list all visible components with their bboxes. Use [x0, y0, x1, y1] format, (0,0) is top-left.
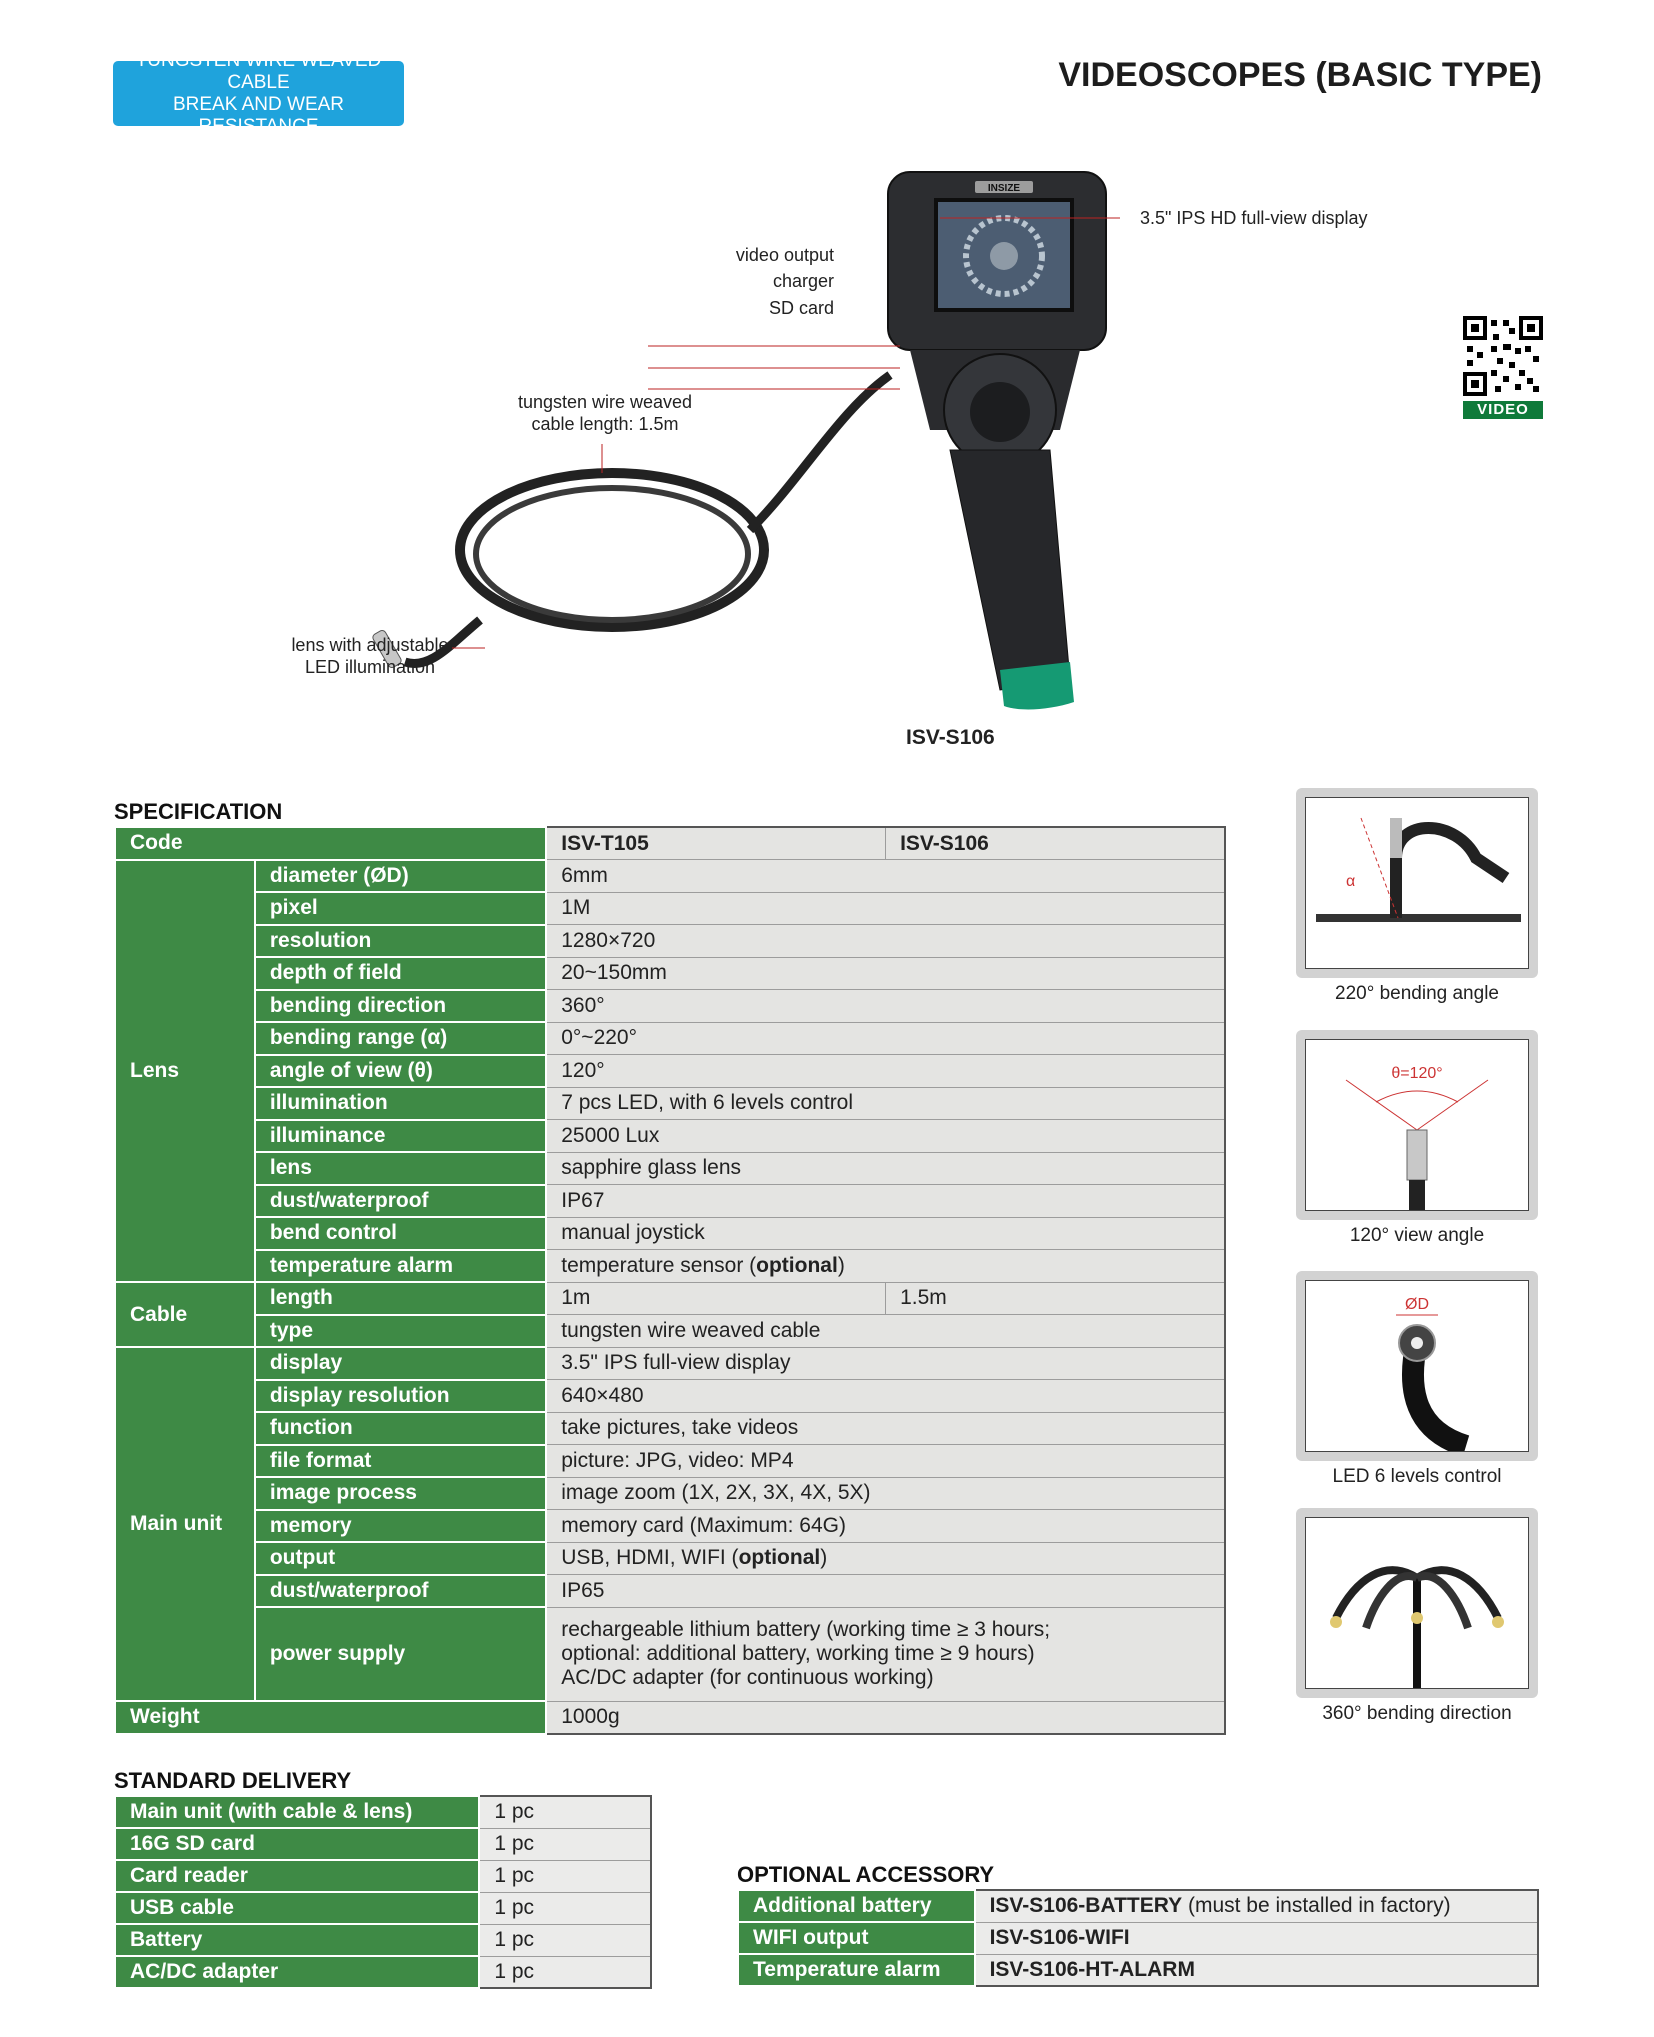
weight-value: 1000g	[546, 1701, 1225, 1734]
spec-label: type	[255, 1315, 546, 1348]
optional-accessory-title: OPTIONAL ACCESSORY	[737, 1862, 995, 1887]
spec-row	[115, 892, 1225, 925]
spec-value: tungsten wire weaved cable	[546, 1315, 1225, 1348]
product-model-label: ISV-S106	[906, 726, 995, 749]
spec-label: depth of field	[255, 957, 546, 990]
spec-label: bending range (α)	[255, 1022, 546, 1055]
spec-row	[115, 1412, 1225, 1445]
model-isv-t105: ISV-T105	[546, 827, 885, 860]
spec-row	[115, 925, 1225, 958]
photo-caption: 220° bending angle	[1335, 983, 1499, 1004]
spec-value	[546, 1250, 1225, 1283]
value-text: )	[837, 1253, 845, 1277]
accessory-row	[738, 1954, 1538, 1986]
photo-bending-direction	[1296, 1508, 1538, 1698]
power-line-2: optional: additional battery, working time ≥ 9 hours)	[561, 1642, 1035, 1665]
callout-charger: charger	[772, 271, 834, 291]
callout-lens	[270, 634, 470, 678]
delivery-row	[115, 1796, 651, 1828]
spec-value: 360°	[546, 990, 1225, 1023]
callout-sd-card: SD card	[768, 298, 834, 318]
spec-label: diameter (ØD)	[255, 860, 546, 893]
spec-label: illumination	[255, 1087, 546, 1120]
callout-cable	[500, 391, 710, 435]
photo-caption: 360° bending direction	[1322, 1703, 1512, 1724]
optional-text: optional	[738, 1546, 821, 1570]
callout-cable-line-1: tungsten wire weaved	[517, 392, 693, 412]
delivery-qty: 1 pc	[479, 1892, 651, 1924]
delivery-row	[115, 1892, 651, 1924]
bending-direction-diagram	[1306, 1518, 1528, 1688]
power-line-3: AC/DC adapter (for continuous working)	[561, 1666, 934, 1689]
spec-row	[115, 1315, 1225, 1348]
joystick	[970, 382, 1030, 442]
delivery-row	[115, 1828, 651, 1860]
spec-value: 1M	[546, 892, 1225, 925]
accessory-item: WIFI output	[738, 1922, 975, 1954]
screen-brand: INSIZE	[987, 183, 1021, 194]
delivery-item: Card reader	[115, 1860, 479, 1892]
badge-line-1: TUNGSTEN WIRE WEAVED CABLE	[135, 49, 382, 93]
spec-row	[115, 1250, 1225, 1283]
spec-row	[115, 1575, 1225, 1608]
spec-label: lens	[255, 1152, 546, 1185]
spec-value: 3.5" IPS full-view display	[546, 1347, 1225, 1380]
accessory-code: ISV-S106-WIFI	[989, 1926, 1130, 1949]
spec-label: file format	[255, 1445, 546, 1478]
spec-label: display resolution	[255, 1380, 546, 1413]
accessory-item: Additional battery	[738, 1890, 975, 1922]
device-handle	[950, 450, 1070, 690]
power-line-1: rechargeable lithium battery (working time ≥ 3 hours;	[561, 1618, 1051, 1641]
spec-label: power supply	[255, 1607, 546, 1701]
delivery-qty: 1 pc	[479, 1860, 651, 1892]
led-diagram	[1306, 1281, 1528, 1451]
accessory-code: ISV-S106-HT-ALARM	[989, 1957, 1195, 1981]
photo-view-angle	[1296, 1030, 1538, 1220]
qr-video-label: VIDEO	[1463, 401, 1543, 419]
cable-coil-outer	[460, 473, 764, 627]
accessory-code-cell	[975, 1922, 1538, 1954]
spec-row	[115, 1022, 1225, 1055]
qr-code[interactable]	[1463, 316, 1543, 418]
accessory-code-cell	[975, 1954, 1538, 1986]
spec-value: sapphire glass lens	[546, 1152, 1225, 1185]
spec-label: output	[255, 1542, 546, 1575]
spec-row	[115, 1185, 1225, 1218]
spec-row	[115, 860, 1225, 893]
standard-delivery-table	[114, 1795, 652, 1989]
spec-label: bending direction	[255, 990, 546, 1023]
group-lens: Lens	[115, 860, 255, 1283]
spec-row	[115, 1445, 1225, 1478]
optional-accessory-table	[737, 1889, 1539, 1987]
group-main-unit: Main unit	[115, 1347, 255, 1701]
spec-value: 640×480	[546, 1380, 1225, 1413]
spec-row	[115, 1120, 1225, 1153]
spec-label: length	[255, 1282, 546, 1315]
spec-label: bend control	[255, 1217, 546, 1250]
optional-text: optional	[756, 1253, 838, 1277]
spec-label: resolution	[255, 925, 546, 958]
spec-label: temperature alarm	[255, 1250, 546, 1283]
spec-row	[115, 1380, 1225, 1413]
accessory-row	[738, 1922, 1538, 1954]
spec-row	[115, 1701, 1225, 1734]
view-angle-diagram	[1306, 1040, 1528, 1210]
badge-line-2: BREAK AND WEAR RESISTANCE	[172, 93, 345, 137]
spec-value: picture: JPG, video: MP4	[546, 1445, 1225, 1478]
spec-value-t105: 1m	[546, 1282, 885, 1315]
bending-angle-diagram	[1306, 798, 1528, 968]
spec-row	[115, 1217, 1225, 1250]
value-text: temperature sensor (	[561, 1253, 757, 1277]
spec-label: pixel	[255, 892, 546, 925]
handle-cap	[1000, 662, 1074, 709]
spec-value: 6mm	[546, 860, 1225, 893]
spec-value: 25000 Lux	[546, 1120, 1225, 1153]
qr-code-icon	[1463, 316, 1543, 396]
spec-value: IP65	[546, 1575, 1225, 1608]
spec-table	[114, 826, 1226, 1735]
accessory-code-cell	[975, 1890, 1538, 1922]
accessory-item: Temperature alarm	[738, 1954, 975, 1986]
spec-row	[115, 1542, 1225, 1575]
photo-annotation: θ=120°	[1391, 1065, 1443, 1082]
spec-value-s106: 1.5m	[886, 1282, 1225, 1315]
spec-title: SPECIFICATION	[114, 799, 283, 824]
spec-row	[115, 1087, 1225, 1120]
photo-caption: LED 6 levels control	[1332, 1466, 1502, 1487]
spec-row	[115, 1055, 1225, 1088]
spec-row	[115, 1282, 1225, 1315]
cable-coil-inner	[476, 488, 748, 620]
delivery-item: Battery	[115, 1924, 479, 1956]
spec-label: illuminance	[255, 1120, 546, 1153]
photo-caption: 120° view angle	[1349, 1225, 1485, 1246]
callout-cable-line-2: cable length: 1.5m	[531, 414, 679, 434]
callout-lens-line-2: LED illumination	[304, 657, 436, 677]
spec-value-power	[546, 1607, 1225, 1701]
spec-label: display	[255, 1347, 546, 1380]
spec-row	[115, 1347, 1225, 1380]
accessory-code: ISV-S106-BATTERY	[989, 1894, 1183, 1918]
spec-label: dust/waterproof	[255, 1185, 546, 1218]
photo-bending-angle	[1296, 788, 1538, 978]
delivery-row	[115, 1860, 651, 1892]
callout-video-output: video output	[735, 245, 834, 265]
weight-label: Weight	[115, 1701, 546, 1734]
spec-value: 120°	[546, 1055, 1225, 1088]
feature-badge	[113, 49, 404, 137]
delivery-item: 16G SD card	[115, 1828, 479, 1860]
accessory-note: (must be installed in factory)	[1182, 1894, 1451, 1918]
accessory-row	[738, 1890, 1538, 1922]
spec-label: angle of view (θ)	[255, 1055, 546, 1088]
group-cable: Cable	[115, 1282, 255, 1347]
spec-value	[546, 1542, 1225, 1575]
spec-value: 7 pcs LED, with 6 levels control	[546, 1087, 1225, 1120]
value-text: )	[820, 1546, 828, 1570]
delivery-qty: 1 pc	[479, 1924, 651, 1956]
spec-row	[115, 1477, 1225, 1510]
code-label: Code	[115, 827, 546, 860]
spec-value: IP67	[546, 1185, 1225, 1218]
delivery-qty: 1 pc	[479, 1796, 651, 1828]
delivery-item: Main unit (with cable & lens)	[115, 1796, 479, 1828]
spec-value: 0°~220°	[546, 1022, 1225, 1055]
photo-annotation: ØD	[1405, 1296, 1429, 1313]
spec-header-row	[115, 827, 1225, 860]
spec-row	[115, 1152, 1225, 1185]
model-isv-s106: ISV-S106	[886, 827, 1225, 860]
spec-label: image process	[255, 1477, 546, 1510]
spec-value: 1280×720	[546, 925, 1225, 958]
spec-label: function	[255, 1412, 546, 1445]
callout-display: 3.5" IPS HD full-view display	[1140, 208, 1368, 228]
value-text: USB, HDMI, WIFI (	[561, 1546, 739, 1570]
spec-label: dust/waterproof	[255, 1575, 546, 1608]
spec-label: memory	[255, 1510, 546, 1543]
spec-value: memory card (Maximum: 64G)	[546, 1510, 1225, 1543]
delivery-row	[115, 1924, 651, 1956]
page-title: VIDEOSCOPES (BASIC TYPE)	[1058, 56, 1542, 94]
delivery-qty: 1 pc	[479, 1828, 651, 1860]
spec-row	[115, 990, 1225, 1023]
screen-gear-hub	[990, 242, 1018, 270]
spec-value: image zoom (1X, 2X, 3X, 4X, 5X)	[546, 1477, 1225, 1510]
standard-delivery-title: STANDARD DELIVERY	[114, 1768, 352, 1793]
callout-lens-line-1: lens with adjustable	[291, 635, 449, 655]
spec-row	[115, 957, 1225, 990]
delivery-item: AC/DC adapter	[115, 1956, 479, 1988]
delivery-item: USB cable	[115, 1892, 479, 1924]
cable-to-device	[750, 375, 890, 530]
delivery-qty: 1 pc	[479, 1956, 651, 1988]
photo-annotation: α	[1346, 873, 1356, 890]
spec-value: 20~150mm	[546, 957, 1225, 990]
delivery-row	[115, 1956, 651, 1988]
photo-led-levels	[1296, 1271, 1538, 1461]
spec-row	[115, 1607, 1225, 1701]
spec-value: take pictures, take videos	[546, 1412, 1225, 1445]
spec-value: manual joystick	[546, 1217, 1225, 1250]
spec-row	[115, 1510, 1225, 1543]
